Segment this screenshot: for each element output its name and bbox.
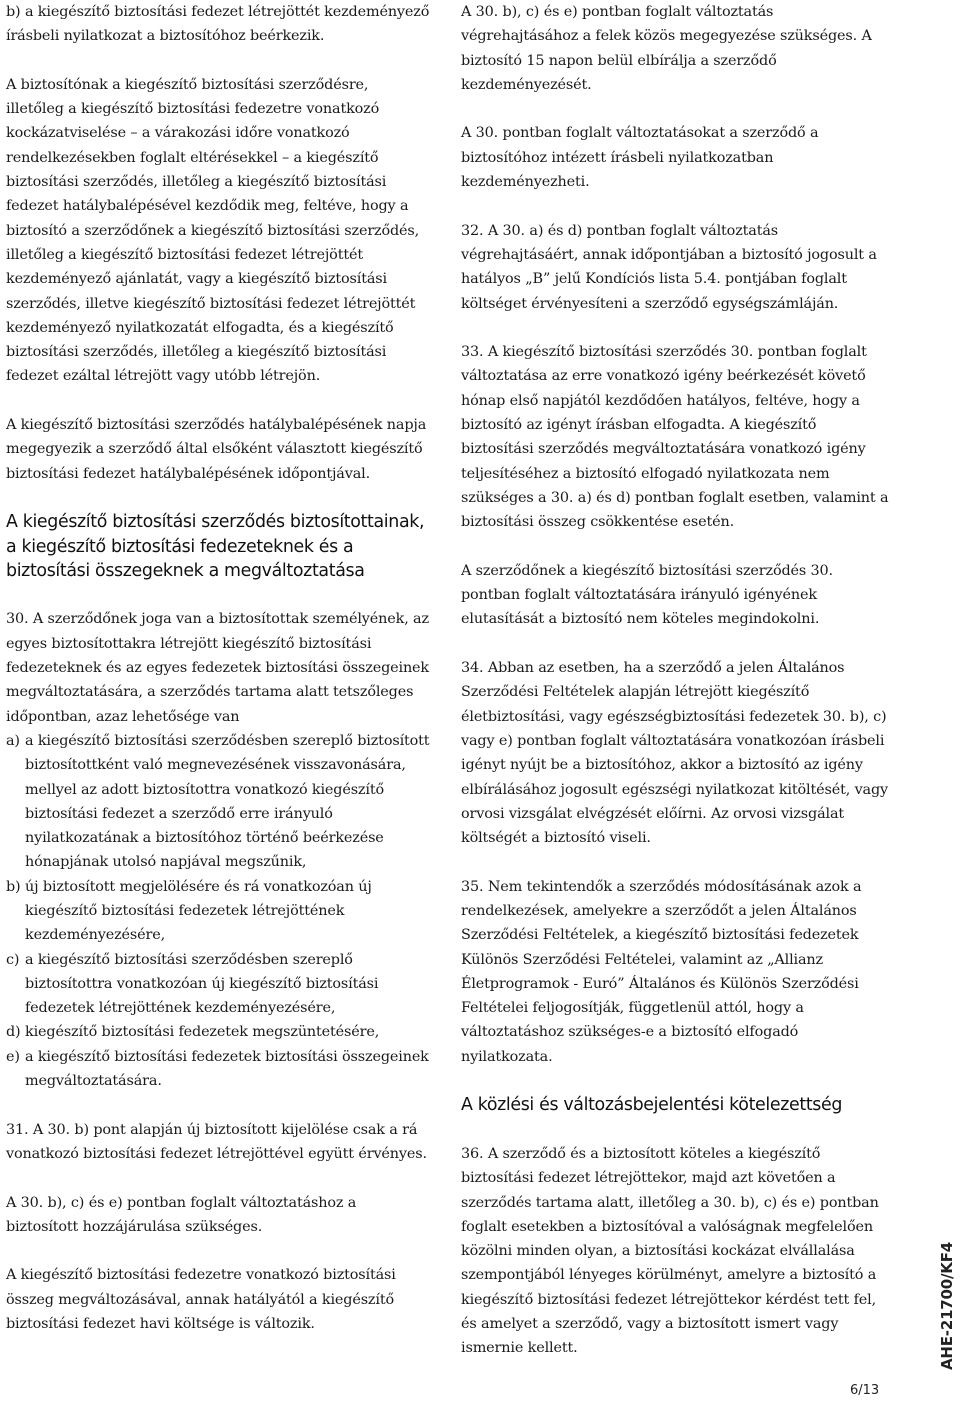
list-item [6,1020,430,1044]
paragraph-refusal: A szerződőnek a kiegészítő biztosítási szerződés 30. pontban foglalt változtatására irányuló igényének elutasítását a biztosító nem köteles megindokolni. [461,562,833,628]
list-item-text: új biztosított megjelölésére és rá vonatkozóan új kiegészítő biztosítási fedezetek létrejöttének kezdeményezésére, [25,878,372,944]
document-code-label: AHE-21700/KF4 [938,1241,957,1371]
paragraph-coverage-request: b) a kiegészítő biztosítási fedezet létrejöttét kezdeményező írásbeli nyilatkozat a biztosítóhoz beérkezik. [6,4,430,45]
list-marker: c) [6,951,20,968]
paragraph-risk-bearing: A biztosítónak a kiegészítő biztosítási szerződésre, illetőleg a kiegészítő biztosítási fedezetre vonatkozó kockázatviselése – a várakozási időre vonatkozó rendelkezésekben foglalt eltérésekkel – a kiegészítő biztosítási szerződés, illetőleg a kiegészítő biztosítási fedezet hatálybalépésével kezdődik meg, feltéve, hogy a biztosító a szerződőnek a kiegészítő biztosítási szerződés, illetőleg a kiegészítő biztosítási fedezet létrejöttét kezdeményező ajánlatát, vagy a kiegészítő biztosítási szerződés, illetve kiegészítő biztosítási fedezet létrejöttét kezdeményező nyilatkozatát elfogadta, és a kiegészítő biztosítási szerződés, illetőleg a kiegészítő biztosítási fedezet ezáltal létrejött vagy utóbb létrejön. [6,76,420,385]
paragraph-31: 31. A 30. b) pont alapján új biztosított kijelölése csak a rá vonatkozó biztosítási fedezet létrejöttével együtt érvényes. [6,1121,427,1162]
paragraph-written-request: A 30. pontban foglalt változtatásokat a szerződő a biztosítóhoz intézett írásbeli nyilatkozatban kezdeményezheti. [461,125,819,191]
paragraph-30-intro: 30. A szerződőnek joga van a biztosítottak személyének, az egyes biztosítottakra létrejött kiegészítő biztosítási fedezeteknek és az egyes fedezetek biztosítási összegeinek megváltoztatására, a szerződés tartama alatt tetszőleges időpontban, azaz lehetősége van [6,611,429,725]
list-marker: d) [6,1024,21,1041]
paragraph-35: 35. Nem tekintendők a szerződés módosításának azok a rendelkezések, amelyekre a szerződőt a jelen Általános Szerződési Feltételek, a kiegészítő biztosítási fedezetek Különös Szerződési Feltételei, valamint az „Allianz Életprogramok - Euró” Általános és Különös Szerződési Feltételei feljogosítják, függetlenül attól, hogy a változtatáshoz szükséges-e a biztosító elfogadó nyilatkozata. [461,878,862,1065]
list-marker: a) [6,732,20,749]
list-item [6,948,430,1021]
paragraph-32: 32. A 30. a) és d) pontban foglalt változtatás végrehajtásáért, annak időpontjában a biztosító jogosult a hatályos „B” jelű Kondíciós lista 5.4. pontjában foglalt költséget érvényesíteni a szerződő egységszámláján. [461,222,877,312]
list-item-text: a kiegészítő biztosítási szerződésben szereplő biztosítottra vonatkozóan új kiegészítő biztosítási fedezetek létrejöttének kezdeményezésére, [25,951,379,1017]
right-column [461,0,893,1385]
paragraph-monthly-fee: A kiegészítő biztosítási fedezetre vonatkozó biztosítási összeg megváltozásával, annak hatályától a kiegészítő biztosítási fedezet havi költsége is változik. [6,1267,396,1333]
change-options-list [6,729,430,1093]
list-item-text: a kiegészítő biztosítási szerződésben szereplő biztosított biztosítottként való megnevezésének visszavonására, mellyel az adott biztosítottra vonatkozó kiegészítő biztosítási fedezet a szerződő erre irányuló nyilatkozatának a biztosítóhoz történő beérkezése hónapjának utolsó napjával megszűnik, [25,732,430,871]
paragraph-33: 33. A kiegészítő biztosítási szerződés 30. pontban foglalt változtatása az erre vonatkozó igény beérkezését követő hónap első napjától kezdődően hatályos, feltéve, hogy a biztosító az igényt írásban elfogadta. A kiegészítő biztosítási szerződés megváltoztatására vonatkozó igény teljesítéséhez a biztosító elfogadó nyilatkozata nem szükséges a 30. a) és d) pontban foglalt esetben, valamint a biztosítási összeg csökkentése esetén. [461,344,889,531]
left-column [6,0,430,1361]
list-marker: b) [6,878,21,895]
section-heading-changes: A kiegészítő biztosítási szerződés biztosítottainak, a kiegészítő biztosítási fedezeteknek és a biztosítási összegeknek a megváltoztatása [6,512,425,581]
section-heading-disclosure: A közlési és változásbejelentési kötelezettség [461,1095,843,1116]
document-code [934,1241,960,1371]
paragraph-34: 34. Abban az esetben, ha a szerződő a jelen Általános Szerződési Feltételek alapján létrejött kiegészítő életbiztosítási, vagy egészségbiztosítási fedezetek 30. b), c) vagy e) pontban foglalt változtatására vonatkozóan írásbeli igényt nyújt be a biztosítóhoz, akkor a biztosító az igény elbírálásához jogosult egészségi nyilatkozat kitöltését, vagy orvosi vizsgálat elvégzését előírni. Az orvosi vizsgálat költségét a biztosító viseli. [461,660,889,847]
paragraph-effective-date: A kiegészítő biztosítási szerződés hatálybalépésének napja megegyezik a szerződő által elsőként választott kiegészítő biztosítási fedezet hatálybalépésének időpontjával. [6,417,427,482]
paragraph-insured-consent: A 30. b), c) és e) pontban foglalt változtatáshoz a biztosított hozzájárulása szükséges. [6,1194,357,1235]
list-item-text: a kiegészítő biztosítási fedezetek biztosítási összegeinek megváltoztatására. [25,1048,429,1090]
list-marker: e) [6,1048,20,1065]
list-item [6,875,430,948]
list-item-text: kiegészítő biztosítási fedezetek megszüntetésére, [25,1024,380,1041]
page-number: 6/13 [850,1383,880,1398]
list-item [6,1045,430,1094]
paragraph-mutual-agreement: A 30. b), c) és e) pontban foglalt változtatás végrehajtásához a felek közös megegyezése szükséges. A biztosító 15 napon belül elbírálja a szerződő kezdeményezését. [461,4,872,93]
paragraph-36: 36. A szerződő és a biztosított köteles a kiegészítő biztosítási fedezet létrejöttekor, majd azt követően a szerződés tartama alatt, illetőleg a 30. b), c) és e) pontban foglalt esetekben a biztosítóval a valóságnak megfelelően közölni minden olyan, a biztosítási kockázat elvállalása szempontjából lényeges körülményt, amelyre a biztosító a kiegészítő biztosítási fedezet létrejöttekor kérdést tett fel, és amelyet a szerződő, vagy a biztosított ismert vagy ismernie kellett. [461,1145,879,1357]
list-item [6,729,430,875]
